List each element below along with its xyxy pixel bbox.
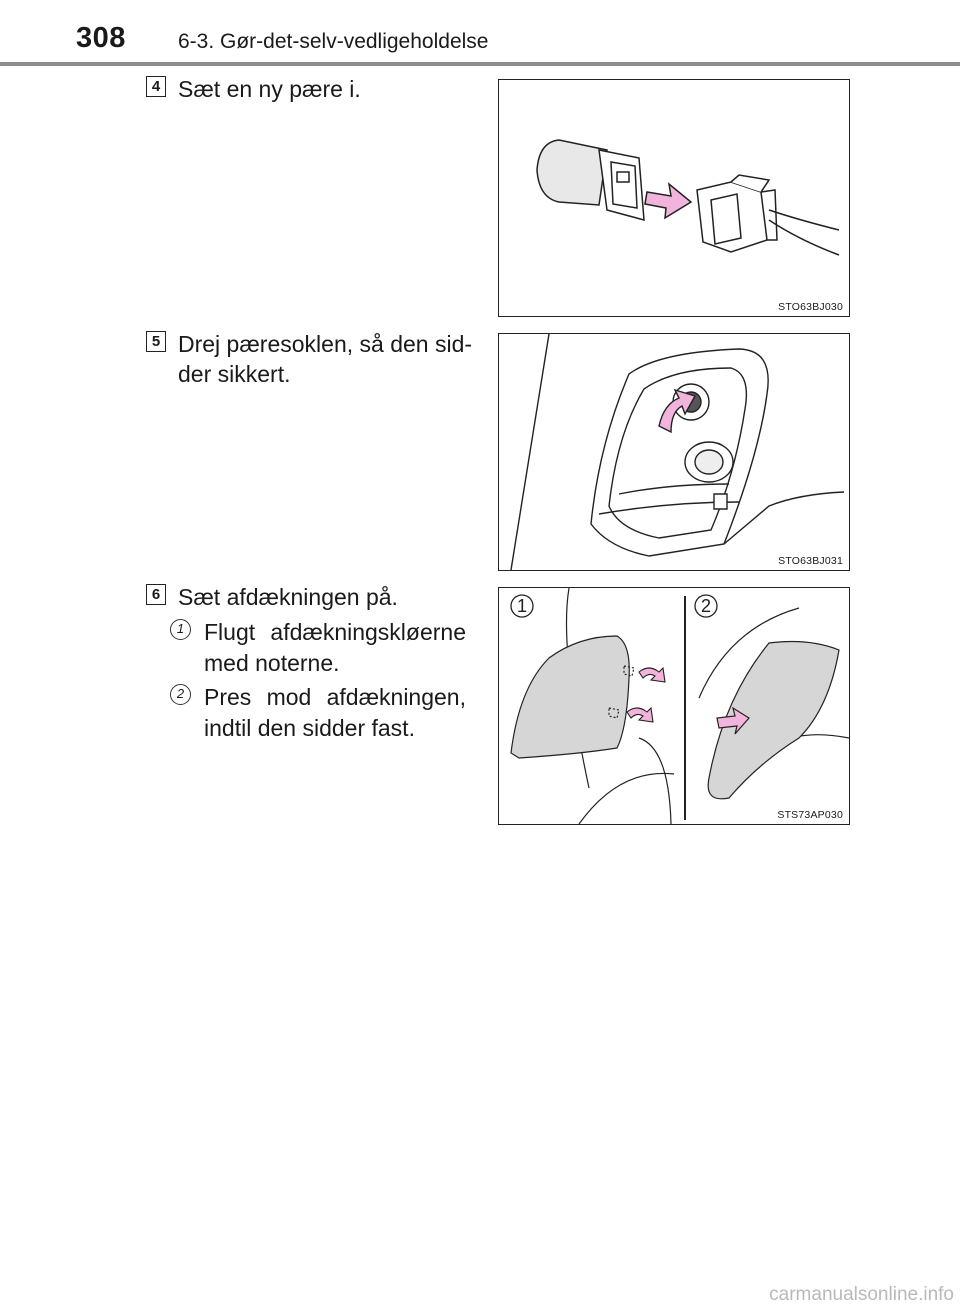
substep-1-line1: Flugt afdækningskløerne <box>204 619 466 645</box>
cover-install-illustration <box>499 588 849 824</box>
step-6-text: Sæt afdækningen på. <box>178 584 398 610</box>
watermark: carmanualsonline.info <box>769 1284 954 1305</box>
push-arrow-icon <box>627 708 653 722</box>
page-number: 308 <box>76 22 126 54</box>
figure-label-1: 1 <box>516 596 528 616</box>
step-5-text-line1: Drej pæresoklen, så den sid- <box>178 331 473 357</box>
substep-2-line1: Pres mod afdækningen, <box>204 684 466 710</box>
substep-badge-2: 2 <box>170 684 191 705</box>
figure-code: STO63BJ030 <box>778 301 843 313</box>
step-badge-4: 4 <box>146 76 166 97</box>
substep-1-text <box>204 617 466 679</box>
socket-turn-illustration <box>499 334 849 570</box>
substep-1-line2: med noterne. <box>204 650 340 676</box>
section-title: 6-3. Gør-det-selv-vedligeholdelse <box>178 30 489 53</box>
step-4-text: Sæt en ny pære i. <box>178 76 361 102</box>
figure-code: STS73AP030 <box>777 809 843 821</box>
bulb-insert-illustration <box>499 80 849 316</box>
step-badge-6: 6 <box>146 584 166 605</box>
figure-code: STO63BJ031 <box>778 555 843 567</box>
figure-bulb-insert <box>498 79 850 317</box>
push-arrow-icon <box>639 668 665 682</box>
figure-label-2: 2 <box>700 596 712 616</box>
substep-2-text <box>204 682 466 744</box>
insert-arrow-icon <box>645 184 691 218</box>
substep-badge-1: 1 <box>170 619 191 640</box>
figure-socket-turn <box>498 333 850 571</box>
figure-cover-install <box>498 587 850 825</box>
substep-2-line2: indtil den sidder fast. <box>204 715 415 741</box>
header-rule <box>0 62 960 66</box>
step-badge-5: 5 <box>146 331 166 352</box>
step-5-text-line2: der sikkert. <box>178 361 291 387</box>
